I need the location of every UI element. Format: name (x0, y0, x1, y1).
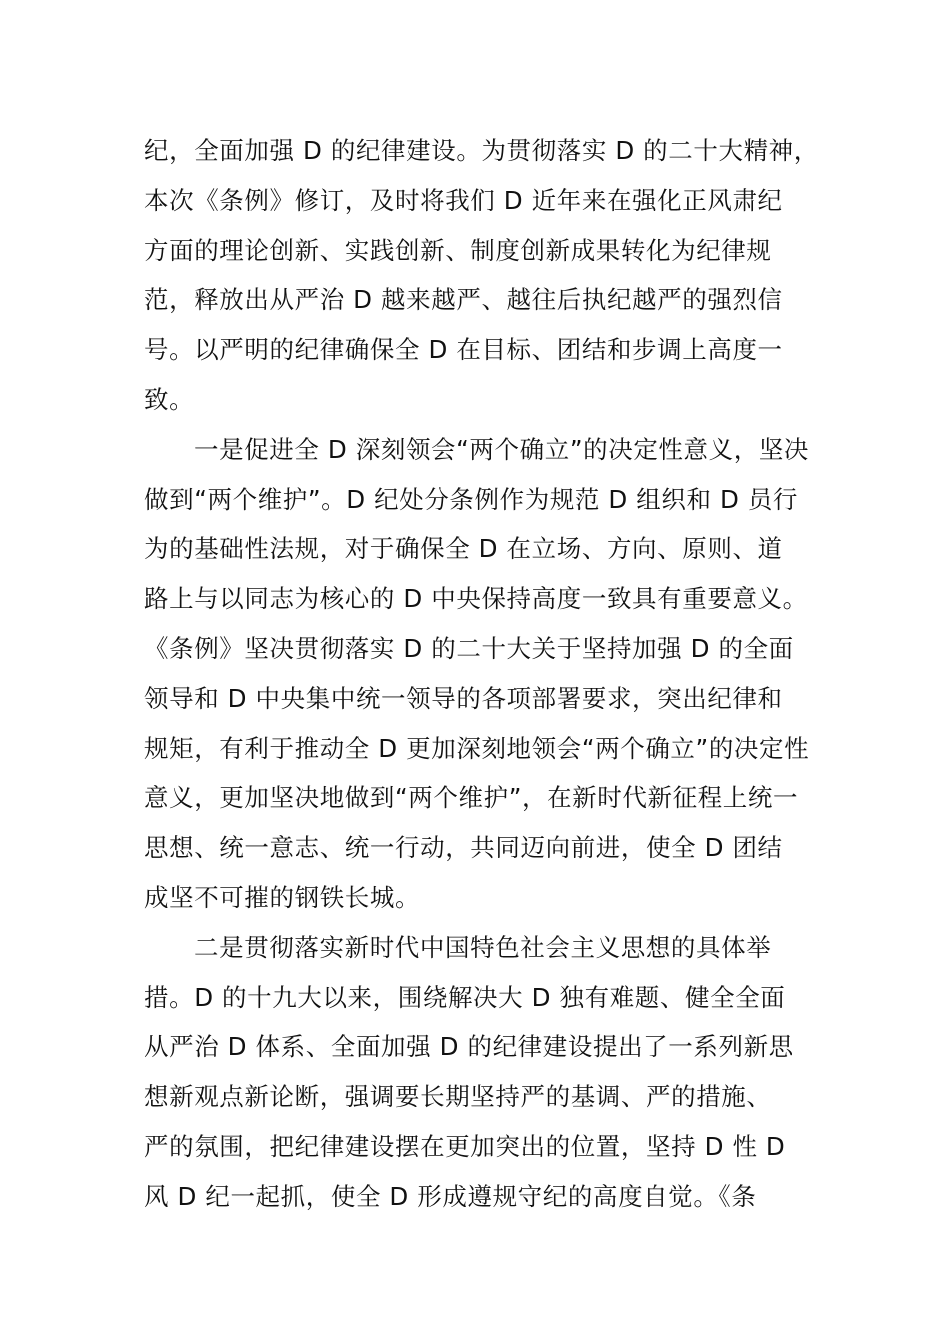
text-line: 措。D 的十九大以来，围绕解决大 D 独有难题、健全全面 (144, 982, 786, 1012)
text-line: 规矩，有利于推动全 D 更加深刻地领会“两个确立”的决定性 (144, 733, 810, 763)
text-line: 风 D 纪一起抓，使全 D 形成遵规守纪的高度自觉。《条 (144, 1181, 757, 1211)
text-line: 方面的理论创新、实践创新、制度创新成果转化为纪律规 (144, 235, 772, 265)
paragraph-first-line: 一是促进全 D 深刻领会“两个确立”的决定性意义，坚决 (194, 434, 810, 464)
text-line: 致。 (144, 384, 195, 414)
text-line: 想新观点新论断，强调要长期坚持严的基调、严的措施、 (144, 1082, 772, 1112)
text-line: 意义，更加坚决地做到“两个维护”，在新时代新征程上统一 (144, 783, 799, 813)
text-line: 纪，全面加强 D 的纪律建设。为贯彻落实 D 的二十大精神， (144, 136, 819, 165)
text-line: 思想、统一意志、统一行动，共同迈向前进，使全 D 团结 (144, 833, 783, 863)
text-line: 范，释放出从严治 D 越来越严、越往后执纪越严的强烈信 (144, 285, 783, 315)
text-line: 本次《条例》修订，及时将我们 D 近年来在强化正风肃纪 (144, 185, 783, 215)
text-line: 严的氛围，把纪律建设摆在更加突出的位置，坚持 D 性 D (144, 1131, 786, 1161)
text-line: 路上与以同志为核心的 D 中央保持高度一致具有重要意义。 (144, 584, 808, 614)
text-line: 成坚不可摧的钢铁长城。 (144, 882, 421, 912)
text-line: 号。以严明的纪律确保全 D 在目标、团结和步调上高度一 (144, 335, 783, 365)
paragraph-first-line: 二是贯彻落实新时代中国特色社会主义思想的具体举 (194, 932, 772, 962)
text-line: 《条例》坚决贯彻落实 D 的二十大关于坚持加强 D 的全面 (144, 633, 794, 663)
text-line: 领导和 D 中央集中统一领导的各项部署要求，突出纪律和 (144, 683, 783, 713)
text-line: 从严治 D 体系、全面加强 D 的纪律建设提出了一系列新思 (144, 1032, 794, 1062)
document-body (144, 126, 824, 1222)
text-line: 做到“两个维护”。D 纪处分条例作为规范 D 组织和 D 员行 (144, 484, 799, 514)
text-line: 为的基础性法规，对于确保全 D 在立场、方向、原则、道 (144, 534, 783, 564)
